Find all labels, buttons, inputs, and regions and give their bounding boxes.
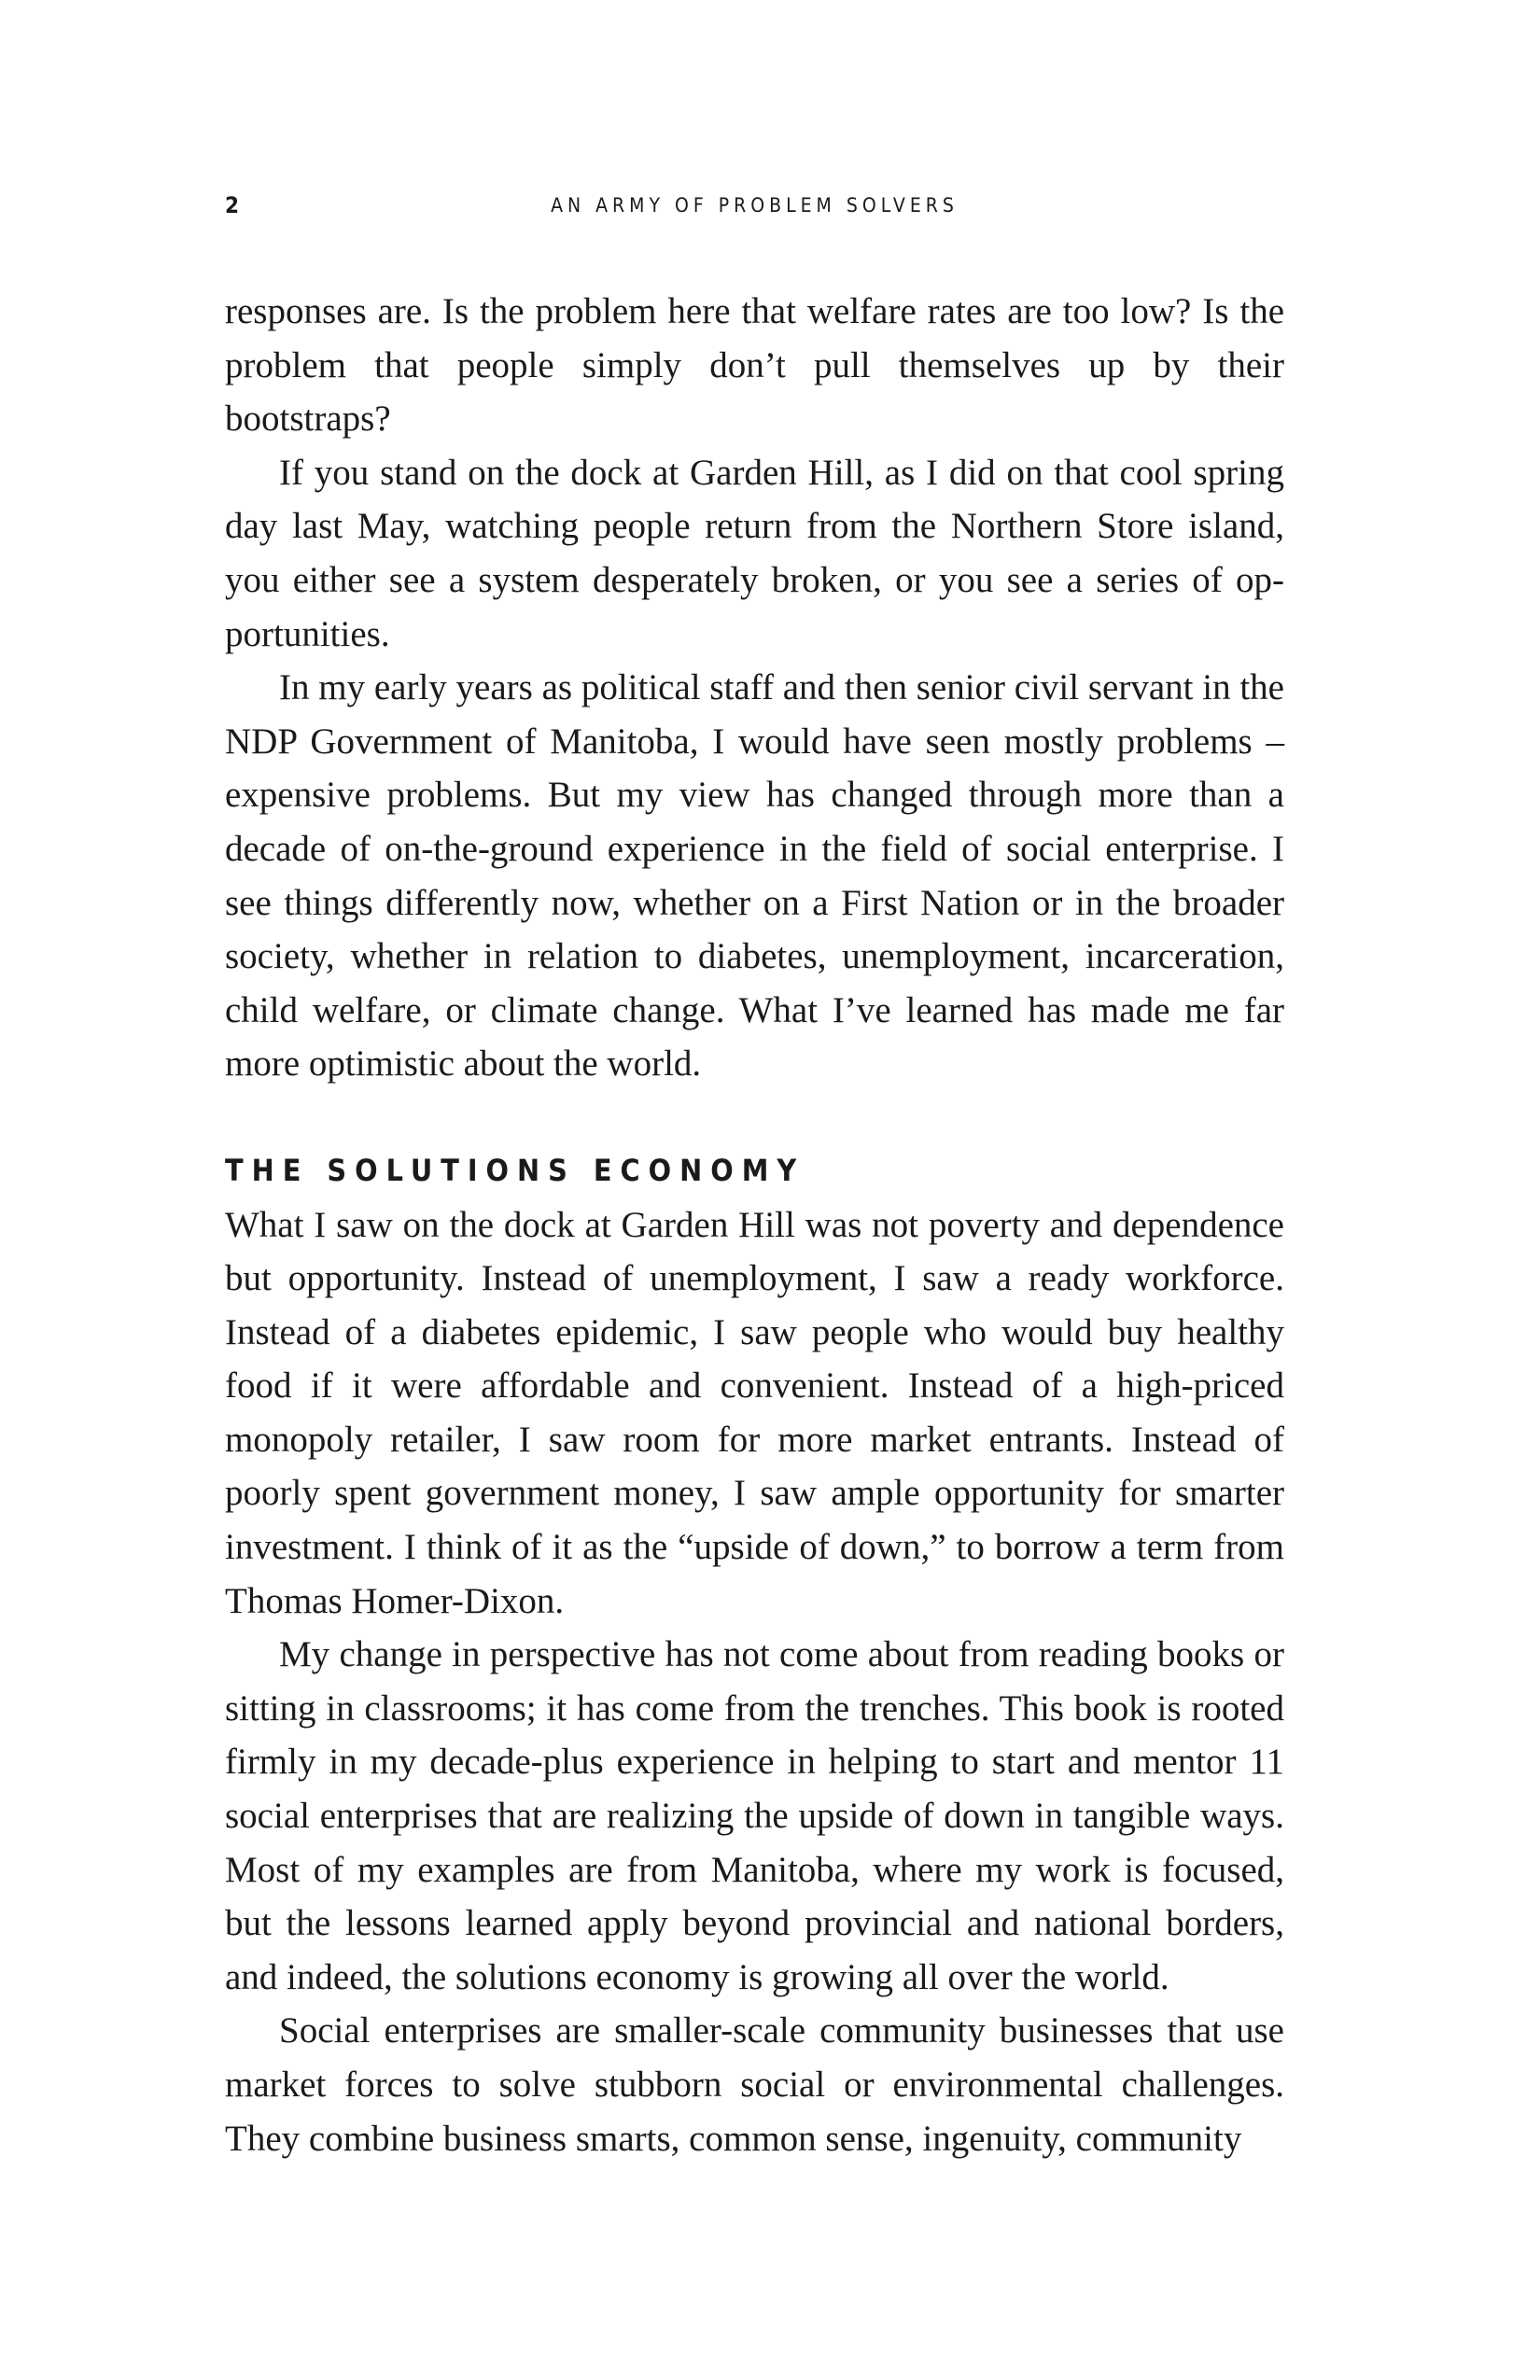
paragraph-what-i-saw: What I saw on the dock at Garden Hill was not poverty and dependence but opportunity. Instead of unemployment, I saw a ready workforce. Instead of a diabetes epidemic, I saw people who would buy healthy food if it were affordable and convenient. Instead of a high-priced monopoly retailer, I saw room for more market entrants. Instead of poorly spent government money, I saw ample opportunity for smarter investment. I think of it as the “upside of down,” to borrow a term from Thomas Homer-Dixon. bbox=[225, 1204, 1284, 1621]
running-title: AN ARMY OF PROBLEM SOLVERS bbox=[551, 194, 959, 217]
paragraph-garden-hill-dock: If you stand on the dock at Garden Hill, as I did on that cool spring day last May, watching people return from the Northern Store island, you either see a system desperately broken, or you see a series of opportunities. bbox=[225, 452, 1284, 654]
paragraph-change-in-perspective: My change in perspective has not come about from reading books or sitting in classrooms; it has come from the trenches. This book is rooted firmly in my decade-plus experience in helping to start and mentor 11 social enterprises that are realizing the upside of down in tangible ways. Most of my examples are from Manitoba, where my work is focused, but the lessons learned apply beyond provincial and national borders, and indeed, the solutions economy is growing all over the world. bbox=[225, 1634, 1284, 1997]
body-text bbox=[225, 285, 1284, 2165]
paragraph-early-years: In my early years as political staff and then senior civil servant in the NDP Government of Manitoba, I would have seen mostly problems – expensive problems. But my view has changed through more than a decade of on-the-ground experience in the field of social enterprise. I see things differently now, whether on a First Nation or in the broader society, whether in relation to diabetes, unemployment, incarceration, child welfare, or climate change. What I’ve learned has made me far more optimistic about the world. bbox=[225, 667, 1284, 1085]
running-head bbox=[225, 192, 1284, 230]
paragraph-continued: responses are. Is the problem here that welfare rates are too low? Is the problem that people simply don’t pull themselves up by their bootstraps? bbox=[225, 291, 1284, 440]
paragraph-social-enterprises: Social enterprises are smaller-scale community businesses that use market forces to solve stubborn social or environmental challenges. They combine business smarts, common sense, ingenuity, community bbox=[225, 2010, 1284, 2159]
section-heading: THE SOLUTIONS ECONOMY bbox=[225, 1152, 805, 1188]
page-number: 2 bbox=[225, 192, 240, 218]
